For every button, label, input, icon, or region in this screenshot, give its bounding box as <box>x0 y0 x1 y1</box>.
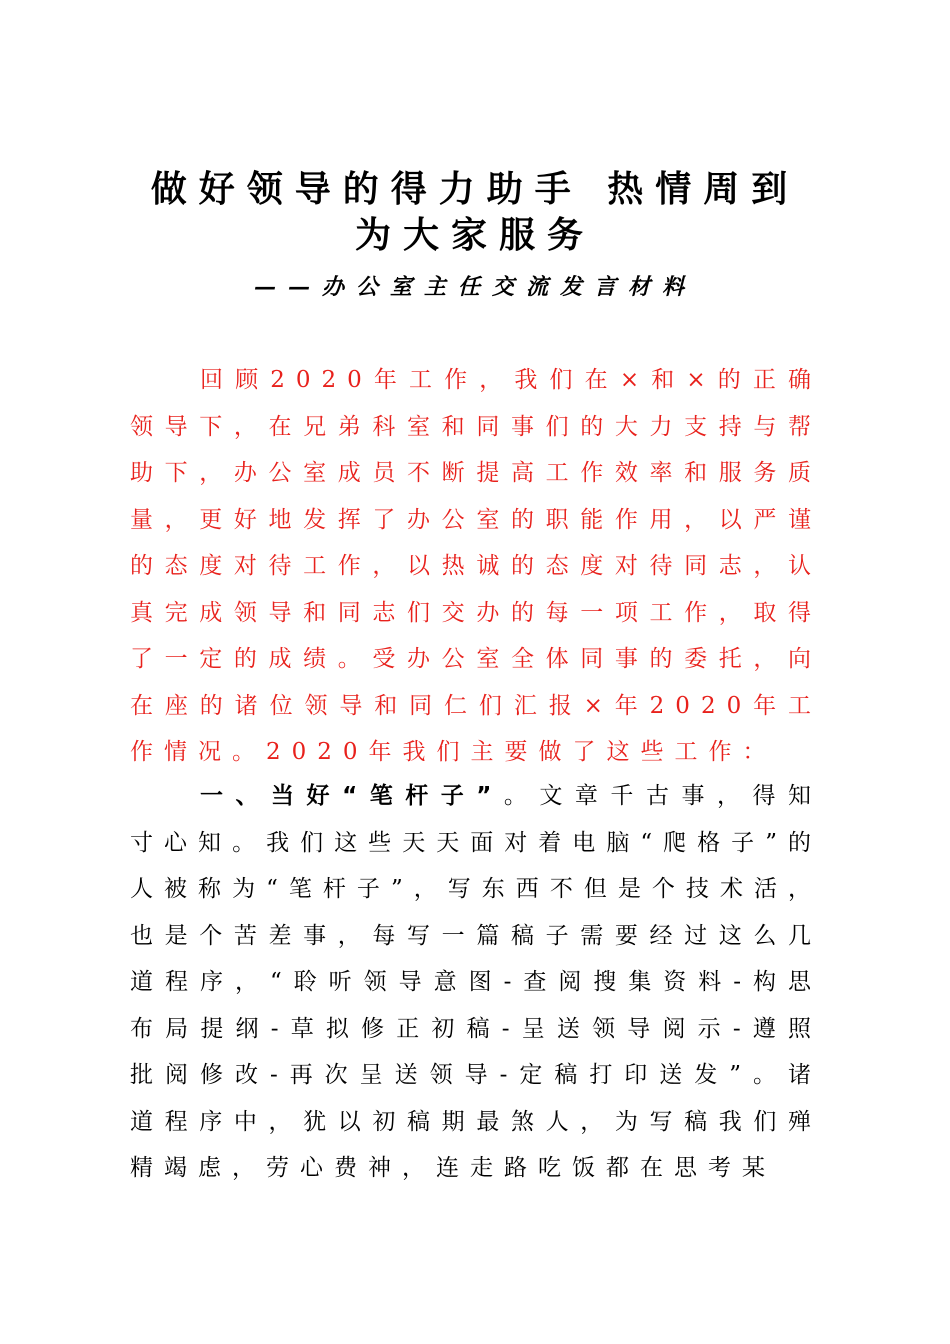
section1-heading: 一、当好“笔杆子” <box>200 783 503 809</box>
section1-text: 。文章千古事，得知寸心知。我们这些天天面对着电脑“爬格子”的人被称为“笔杆子”，写东西不但是个技术活，也是个苦差事，每写一篇稿子需要经过这么几道程序，“聆听领导意图-查阅搜集资料-构思布局提纲-草拟修正初稿-呈送领导阅示-遵照批阅修改-再次呈送领导-定稿打印送发”。诸道程序中，犹以初稿期最煞人，为写稿我们殚精竭虑，劳心费神，连走路吃饭都在思考某 <box>130 783 822 1181</box>
document-subtitle: ——办公室主任交流发言材料 <box>253 274 696 300</box>
document-title-line2: 为大家服务 <box>354 215 595 256</box>
intro-paragraph: 回顾2020年工作，我们在×和×的正确领导下，在兄弟科室和同事们的大力支持与帮助下，办公室成员不断提高工作效率和服务质量，更好地发挥了办公室的职能作用，以严谨的态度对待工作，以热诚的态度对待同志，认真完成领导和同志们交办的每一项工作，取得了一定的成绩。受办公室全体同事的委托，向在座的诸位领导和同仁们汇报×年2020年工作情况。2020年我们主要做了这些工作： <box>130 367 822 765</box>
section1-paragraph <box>130 773 822 1192</box>
document-title-line1: 做好领导的得力助手 热情周到 <box>150 169 800 210</box>
